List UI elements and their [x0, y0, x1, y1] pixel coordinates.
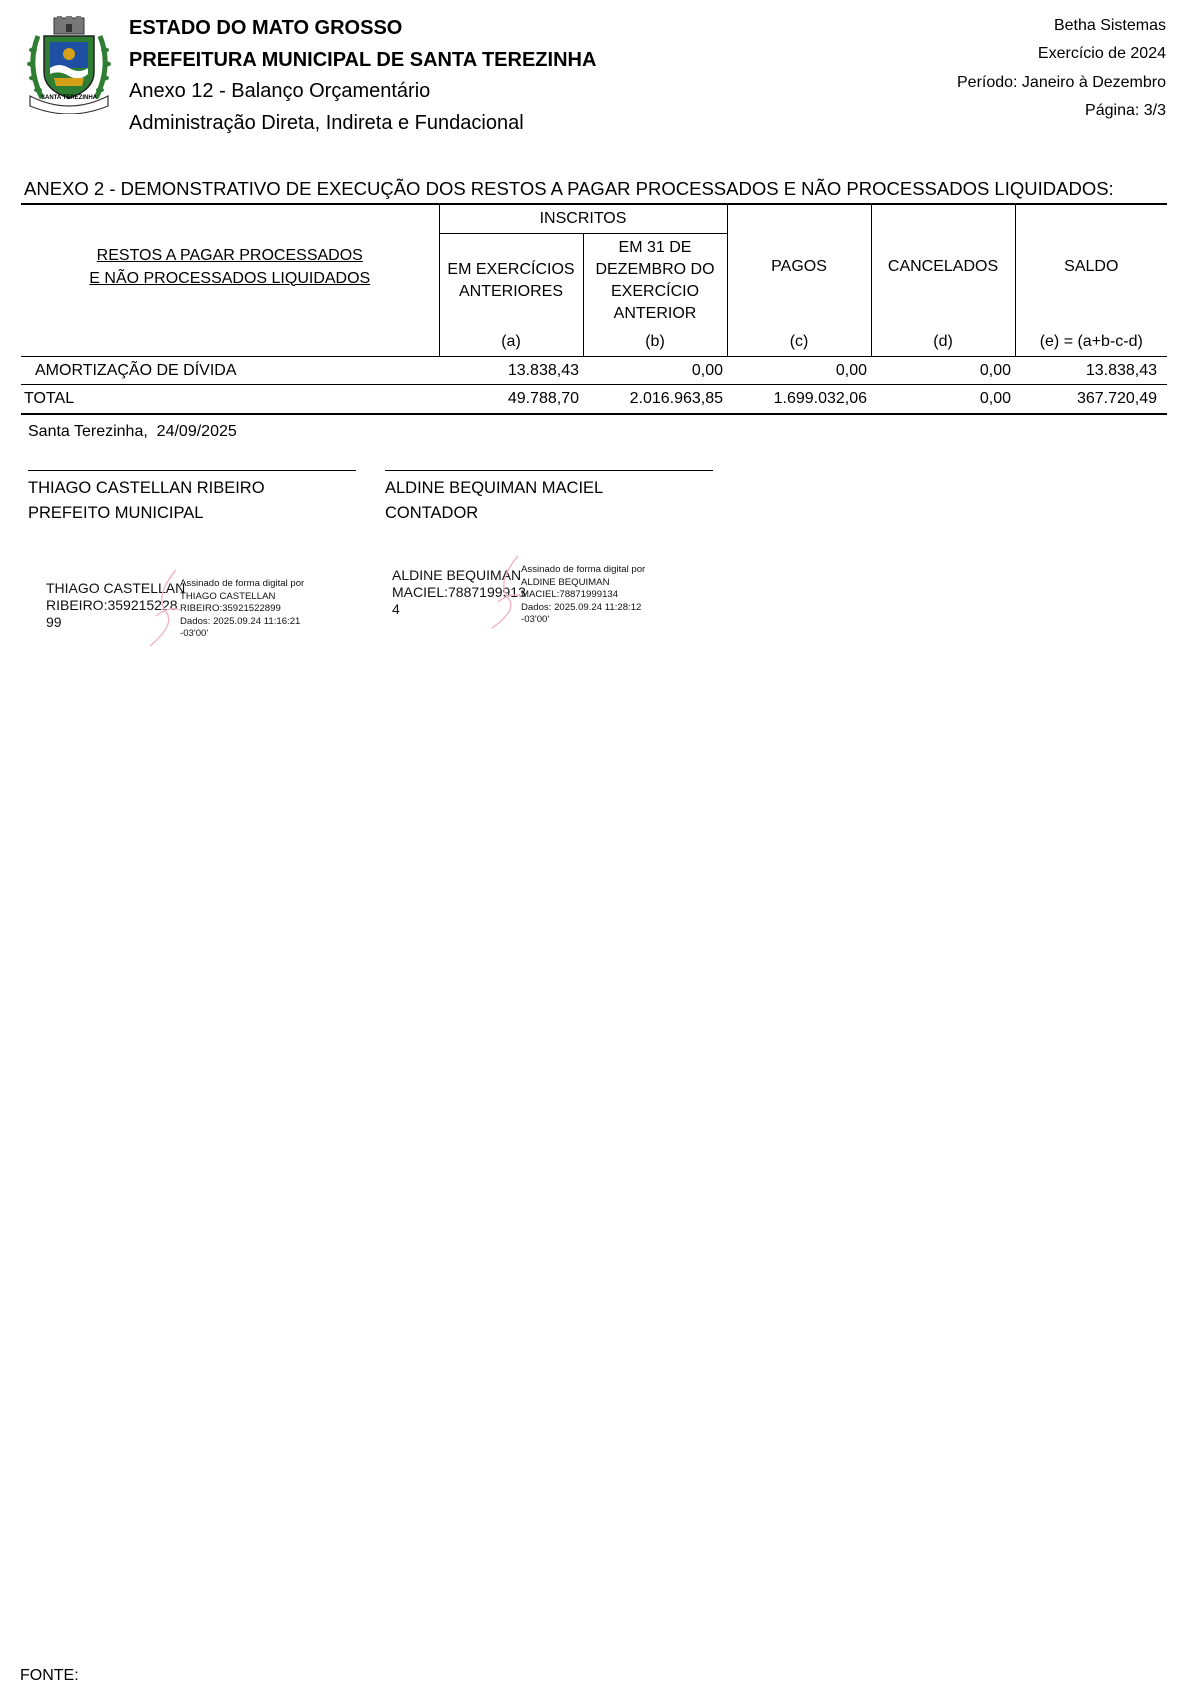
col-b-header-line4: ANTERIOR: [613, 305, 697, 322]
header-state: ESTADO DO MATO GROSSO: [129, 17, 403, 39]
signature-line-mayor: [28, 470, 356, 471]
restos-a-pagar-table: [21, 203, 1167, 415]
total-label: TOTAL: [21, 385, 439, 415]
ds-name-line1: THIAGO CASTELLAN: [46, 580, 186, 596]
col-c-letter: (c): [727, 328, 871, 357]
col-a-header: [439, 234, 583, 329]
table-row: [21, 357, 1167, 385]
total-row: [21, 385, 1167, 415]
main-header-line1: RESTOS A PAGAR PROCESSADOS: [96, 246, 363, 264]
main-header-line2: E NÃO PROCESSADOS LIQUIDADOS: [89, 269, 371, 287]
total-value-e: 367.720,49: [1015, 385, 1167, 415]
ds-meta-line4: Dados: 2025.09.24 11:28:12: [521, 601, 642, 613]
header-municipality: PREFEITURA MUNICIPAL DE SANTA TEREZINHA: [129, 49, 597, 71]
signatory-role-accountant: CONTADOR: [385, 504, 479, 522]
col-b-header-line1: EM 31 DE: [618, 239, 692, 256]
ds-meta-line2: ALDINE BEQUIMAN: [521, 576, 610, 588]
ds-meta-line2: THIAGO CASTELLAN: [180, 590, 276, 602]
municipal-crest-icon: [24, 16, 114, 114]
col-b-letter: (b): [583, 328, 727, 357]
header-fiscal-year: Exercício de 2024: [1037, 45, 1166, 62]
row-value-a: 13.838,43: [439, 357, 583, 385]
col-a-letter: (a): [439, 328, 583, 357]
row-value-b: 0,00: [583, 357, 727, 385]
total-value-c: 1.699.032,06: [727, 385, 871, 415]
col-b-header-line2: DEZEMBRO DO: [595, 261, 715, 278]
ds-name-line3: 4: [392, 601, 400, 617]
header-page: Página: 3/3: [1085, 102, 1166, 119]
ds-name-line1: ALDINE BEQUIMAN: [392, 567, 522, 583]
row-value-d: 0,00: [871, 357, 1015, 385]
ds-meta-line1: Assinado de forma digital por: [521, 564, 646, 575]
col-d-letter: (d): [871, 328, 1015, 357]
row-value-e: 13.838,43: [1015, 357, 1167, 385]
col-b-header-line3: EXERCÍCIO: [611, 283, 700, 300]
col-e-header: SALDO: [1064, 257, 1119, 275]
section-title: ANEXO 2 - DEMONSTRATIVO DE EXECUÇÃO DOS RESTOS A PAGAR PROCESSADOS E NÃO PROCESSADOS LIQUIDADOS:: [24, 178, 1114, 199]
signature-line-accountant: [385, 470, 713, 471]
total-value-a: 49.788,70: [439, 385, 583, 415]
header-annex: Anexo 12 - Balanço Orçamentário: [129, 80, 431, 102]
col-a-header-line1: EM EXERCÍCIOS: [447, 261, 575, 278]
total-value-b: 2.016.963,85: [583, 385, 727, 415]
col-a-header-line2: ANTERIORES: [458, 283, 563, 300]
ds-meta-line1: Assinado de forma digital por: [180, 578, 305, 589]
col-c-header: PAGOS: [727, 204, 871, 328]
ds-meta-line5: -03'00': [180, 628, 209, 639]
total-value-d: 0,00: [871, 385, 1015, 415]
signatory-role-mayor: PREFEITO MUNICIPAL: [28, 504, 204, 522]
ds-name-line2: RIBEIRO:359215228: [46, 597, 178, 613]
row-label: AMORTIZAÇÃO DE DÍVIDA: [21, 357, 439, 385]
ds-name-line3: 99: [46, 614, 62, 630]
digital-signature-meta-accountant: [521, 564, 645, 627]
signatory-name-accountant: ALDINE BEQUIMAN MACIEL: [385, 479, 604, 497]
ds-meta-line3: RIBEIRO:35921522899: [180, 603, 281, 614]
row-value-c: 0,00: [727, 357, 871, 385]
main-letter-cell: [21, 328, 439, 357]
source-label: FONTE:: [20, 1667, 79, 1684]
col-d-header: CANCELADOS: [871, 204, 1015, 328]
header-system: Betha Sistemas: [1053, 17, 1166, 34]
header-administration: Administração Direta, Indireta e Fundacional: [129, 112, 524, 134]
ds-name-line2: MACIEL:7887199913: [392, 584, 526, 600]
header-period: Período: Janeiro à Dezembro: [957, 74, 1166, 91]
digital-signature-meta-mayor: [180, 578, 304, 641]
place-date: Santa Terezinha, 24/09/2025: [28, 423, 237, 440]
inscritos-group-header: INSCRITOS: [439, 204, 727, 234]
crest-ribbon-text: SANTA TEREZINHA: [41, 95, 97, 101]
main-column-header: [21, 204, 439, 328]
col-e-letter: (e) = (a+b-c-d): [1039, 333, 1143, 350]
ds-meta-line5: -03'00': [521, 614, 550, 625]
ds-meta-line3: MACIEL:78871999134: [521, 589, 619, 600]
col-b-header: [583, 234, 727, 329]
ds-meta-line4: Dados: 2025.09.24 11:16:21: [180, 615, 301, 627]
signatory-name-mayor: THIAGO CASTELLAN RIBEIRO: [28, 479, 265, 497]
